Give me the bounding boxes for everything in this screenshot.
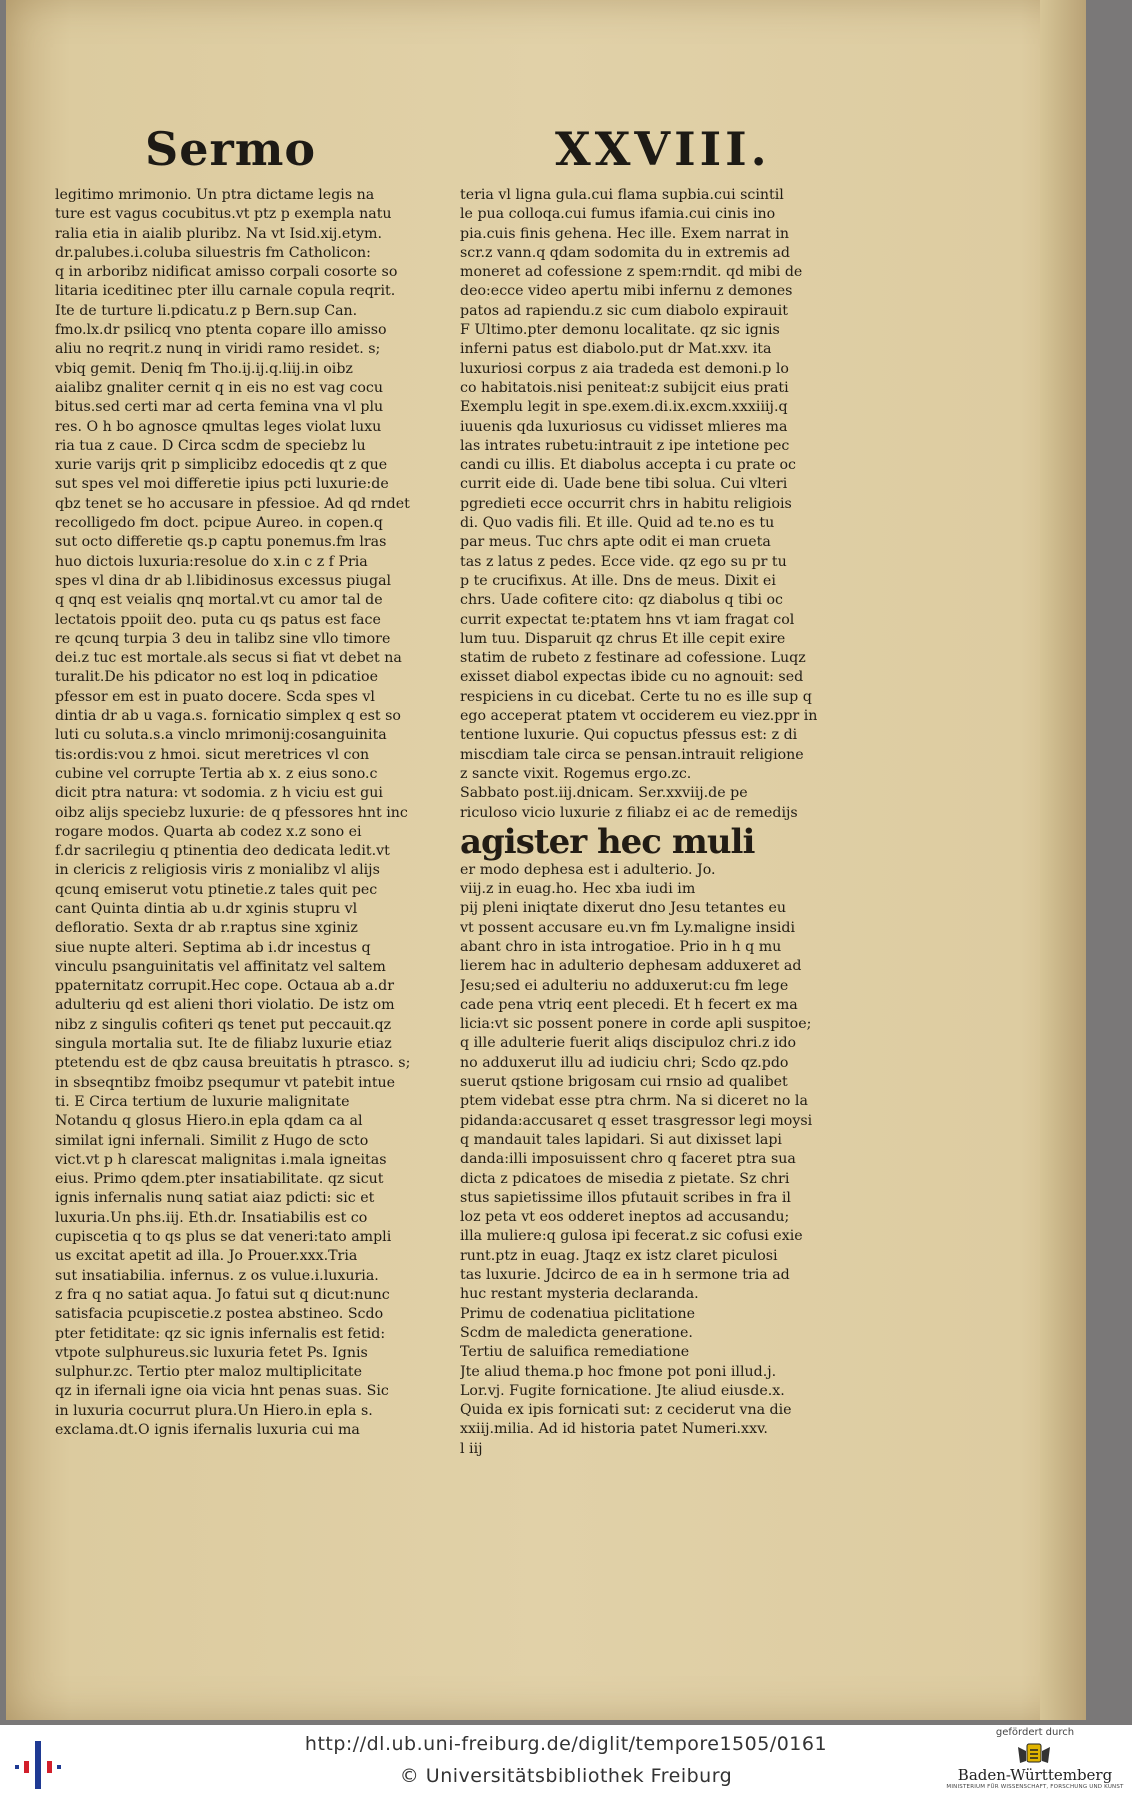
right-column-line: luxuriosi corpus z aia tradeda est demoni.p lo: [460, 360, 789, 377]
left-column-line: sut spes vel moi differetie ipius pcti luxurie:de: [55, 476, 389, 493]
left-text-column: [55, 186, 427, 1440]
left-column-line: bitus.sed certi mar ad certa femina vna vl plu: [55, 399, 384, 416]
right-column-line: abant chro in ista introgatioe. Prio in h q mu: [460, 938, 782, 955]
right-column-line: ego acceperat ptatem vt occiderem eu viez.ppr in: [460, 708, 818, 725]
left-column-line: legitimo mrimonio. Un ptra dictame legis na: [55, 187, 375, 203]
left-column-line: vbiq gemit. Deniq fm Tho.ij.ij.q.liij.in oibz: [55, 360, 353, 377]
page-edge: [1040, 0, 1086, 1720]
left-column-line: in clericis z religiosis viris z monialibz vl alijs: [55, 862, 380, 879]
left-column-line: tis:ordis:vou z hmoi. sicut meretrices vl con: [55, 746, 370, 763]
left-column-line: luxuria.Un phs.iij. Eth.dr. Insatiabilis est co: [55, 1209, 368, 1226]
right-column-line: Lor.vj. Fugite fornicatione. Jte aliud eiusde.x.: [460, 1382, 785, 1399]
right-column-line: pidanda:accusaret q esset trasgressor legi moysi: [460, 1112, 813, 1129]
left-column-line: litaria iceditinec pter illu carnale copula reqrit.: [55, 283, 396, 300]
running-header-left: Sermo: [145, 122, 317, 176]
sponsor-caption: gefördert durch: [995, 1727, 1075, 1738]
left-column-line: vtpote sulphureus.sic luxuria fetet Ps. Ignis: [55, 1344, 368, 1361]
right-column-line: teria vl ligna gula.cui flama supbia.cui scintil: [460, 187, 784, 203]
left-column-line: satisfacia pcupiscetie.z postea abstineo. Scdo: [55, 1306, 384, 1323]
right-column-line: candi cu illis. Et diabolus accepta i cu prate oc: [460, 457, 797, 474]
left-column-line: q qnq est veialis qnq mortal.vt cu amor tal de: [55, 592, 383, 609]
left-column-line: exclama.dt.O ignis ifernalis luxuria cui ma: [55, 1422, 360, 1438]
right-column-line: iuuenis qda luxuriosus cu vidisset mlieres ma: [460, 418, 788, 435]
right-column-line: danda:illi imposuissent chro q faceret ptra sua: [460, 1151, 796, 1168]
right-column-line: scr.z vann.q qdam sodomita du in extremis ad: [460, 244, 790, 261]
right-column-line: q ille adulterie fuerit aliqs discipuloz chri.z ido: [460, 1035, 797, 1052]
right-column-line: currit expectat te:ptatem hns vt iam fragat col: [460, 611, 795, 628]
left-column-line: luti cu soluta.s.a vinclo mrimonij:cosanguinita: [55, 727, 387, 744]
left-column-line: dr.palubes.i.coluba siluestris fm Catholicon:: [55, 244, 371, 261]
left-column-line: cant Quinta dintia ab u.dr xginis stupru vl: [55, 900, 358, 917]
sponsor-ministry: MINISTERIUM FÜR WISSENSCHAFT, FORSCHUNG UND KUNST: [946, 1784, 1124, 1790]
right-column-line: respiciens in cu dicebat. Certe tu no es ille sup q: [460, 688, 812, 705]
left-column-line: dei.z tuc est mortale.als secus si fiat vt debet na: [55, 650, 402, 667]
right-column-line: lum tuu. Disparuit qz chrus Et ille cepit exire: [460, 630, 786, 647]
right-column-line: Jte aliud thema.p hoc fmone pot poni illud.j.: [460, 1363, 777, 1380]
right-column-line: las intrates rubetu:intrauit z ipe intetione pec: [460, 437, 790, 454]
right-column-line: F Ultimo.pter demonu localitate. qz sic ignis: [460, 322, 780, 339]
left-column-line: rogare modos. Quarta ab codez x.z sono ei: [55, 823, 362, 840]
right-column-line: runt.ptz in euag. Jtaqz ex istz claret piculosi: [460, 1247, 778, 1264]
right-column-line: cade pena vtriq eent plecedi. Et h fecert ex ma: [460, 996, 798, 1013]
right-text-column: [460, 186, 840, 1459]
right-column-line: co habitatois.nisi peniteat:z subijcit eius prati: [460, 379, 789, 396]
right-column-line: huc restant mysteria declaranda.: [460, 1286, 699, 1303]
left-column-line: siue nupte alteri. Septima ab i.dr incestus q: [55, 939, 371, 956]
permalink-url[interactable]: http://dl.ub.uni-freiburg.de/diglit/tempore1505/0161: [304, 1733, 828, 1755]
right-column-line: Tertiu de saluifica remediatione: [460, 1344, 690, 1361]
left-column-line: vinculu psanguinitatis vel affinitatz vel saltem: [55, 958, 386, 975]
left-column-line: similat igni infernali. Similit z Hugo de scto: [55, 1132, 369, 1149]
right-column-line: riculoso vicio luxurie z filiabz ei ac de remedijs: [460, 804, 798, 821]
right-column-line: Jesu;sed ei adulteriu no adduxerut:cu fm lege: [460, 977, 789, 994]
right-column-line: statim de rubeto z festinare ad cofessione. Luqz: [460, 650, 806, 667]
left-column-line: defloratio. Sexta dr ab r.raptus sine xginiz: [55, 920, 358, 937]
sponsor-name: Baden-Württemberg: [957, 1766, 1113, 1784]
right-column-line: licia:vt sic possent ponere in corde apli suspitoe;: [460, 1016, 812, 1033]
left-column-line: turalit.De his pdicator no est loq in pdicatioe: [55, 669, 378, 686]
right-column-line: agister hec muli: [460, 822, 755, 861]
right-column-line: di. Quo vadis fili. Et ille. Quid ad te.no es tu: [460, 515, 775, 532]
left-column-line: singula mortalia sut. Ite de filiabz luxurie etiaz: [55, 1036, 392, 1053]
left-column-line: ria tua z caue. D Circa scdm de speciebz lu: [55, 437, 366, 454]
right-column-line: le pua colloqa.cui fumus ifamia.cui cinis ino: [460, 206, 776, 223]
right-column-line: tas luxurie. Jdcirco de ea in h sermone tria ad: [460, 1267, 790, 1284]
right-column-line: z sancte vixit. Rogemus ergo.zc.: [460, 765, 692, 782]
right-column-line: p te crucifixus. At ille. Dns de meus. Dixit ei: [460, 572, 776, 589]
left-column-line: ture est vagus cocubitus.vt ptz p exempla natu: [55, 206, 392, 223]
left-column-line: sut octo differetie qs.p captu ponemus.fm lras: [55, 534, 387, 551]
running-header-right: XXVIII.: [555, 122, 771, 176]
right-column-line: no adduxerut illu ad iudiciu chri; Scdo qz.pdo: [460, 1054, 789, 1071]
left-column-line: cupiscetia q to qs plus se dat veneri:tato ampli: [55, 1229, 392, 1246]
right-column-line: deo:ecce video apertu mibi infernu z demones: [460, 283, 793, 300]
left-column-line: sut insatiabilia. infernus. z os vulue.i.luxuria.: [55, 1267, 379, 1284]
left-column-line: aialibz gnaliter cernit q in eis no est vag cocu: [55, 379, 383, 396]
left-column-line: ppaternitatz corrupit.Hec cope. Octaua ab a.dr: [55, 978, 394, 995]
right-column-line: patos ad rapiendu.z sic cum diabolo expirauit: [460, 302, 788, 319]
coat-of-arms-icon: [1016, 1741, 1052, 1767]
right-column-line: er modo dephesa est i adulterio. Jo.: [460, 861, 716, 878]
left-column-line: pter fetiditate: qz sic ignis infernalis est fetid:: [55, 1325, 386, 1342]
left-column-line: huo dictois luxuria:resolue do x.in c z f Pria: [55, 553, 368, 570]
left-column-line: res. O h bo agnosce qmultas leges violat luxu: [55, 418, 382, 435]
left-column-line: dintia dr ab u vaga.s. fornicatio simplex q est so: [55, 708, 401, 725]
right-column-line: inferni patus est diabolo.put dr Mat.xxv. ita: [460, 341, 772, 358]
left-column-line: pfessor em est in puato docere. Scda spes vl: [55, 688, 375, 705]
right-column-line: vt possent accusare eu.vn fm Ly.maligne insidi: [460, 919, 796, 936]
right-column-line: pij pleni iniqtate dixerut dno Jesu tetantes eu: [460, 900, 787, 917]
left-column-line: adulteriu qd est alieni thori violatio. De istz om: [55, 997, 395, 1014]
right-column-line: chrs. Uade cofitere cito: qz diabolus q tibi oc: [460, 592, 784, 609]
left-column-line: Notandu q glosus Hiero.in epla qdam ca al: [55, 1113, 363, 1130]
right-column-line: stus sapietissime illos pfutauit scribes in fra il: [460, 1189, 791, 1206]
left-column-line: in sbseqntibz fmoibz psequmur vt patebit intue: [55, 1074, 396, 1091]
left-column-line: qz in ifernali igne oia vicia hnt penas suas. Sic: [55, 1383, 389, 1400]
right-column-line: Exemplu legit in spe.exem.di.ix.excm.xxxiiij.q: [460, 399, 788, 416]
left-column-line: eius. Primo qdem.pter insatiabilitate. qz sicut: [55, 1171, 384, 1188]
left-column-line: us excitat apetit ad illa. Jo Prouer.xxx.Tria: [55, 1248, 358, 1265]
right-column-line: Sabbato post.iij.dnicam. Ser.xxviij.de pe: [460, 785, 748, 802]
copyright-notice: © Universitätsbibliothek Freiburg: [399, 1765, 733, 1787]
left-column-line: sulphur.zc. Tertio pter maloz multiplicitate: [55, 1364, 363, 1381]
left-column-line: in luxuria cocurrut plura.Un Hiero.in epla s.: [55, 1402, 373, 1419]
left-column-line: ralia etia in aialib pluribz. Na vt Isid.xij.etym.: [55, 225, 382, 242]
left-column-line: spes vl dina dr ab l.libidinosus excessus piugal: [55, 572, 392, 589]
right-column-line: currit eide di. Uade bene tibi solua. Cui vlteri: [460, 476, 788, 493]
left-column-line: lectatois ppoiit deo. puta cu qs patus est face: [55, 611, 381, 628]
left-column-line: fmo.lx.dr psilicq vno ptenta copare illo amisso: [55, 322, 387, 339]
left-column-line: z fra q no satiat aqua. Jo fatui sut q dicut:nunc: [55, 1286, 390, 1303]
right-column-line: viij.z in euag.ho. Hec xba iudi im: [460, 881, 696, 898]
left-column-line: xurie varijs qrit p simplicibz edocedis qt z que: [55, 457, 388, 474]
left-column-line: oibz alijs speciebz luxurie: de q pfessores hnt inc: [55, 804, 408, 821]
left-column-line: q in arboribz nidificat amisso corpali cosorte so: [55, 264, 398, 281]
left-column-line: ptetendu est de qbz causa breuitatis h ptrasco. s;: [55, 1055, 411, 1072]
right-column-line: dicta z pdicatoes de misedia z pietate. Sz chri: [460, 1170, 790, 1187]
right-column-line: q mandauit tales lapidari. Si aut dixisset lapi: [460, 1131, 782, 1148]
right-column-line: Quida ex ipis fornicati sut: z ceciderut vna die: [460, 1402, 792, 1419]
left-column-line: vict.vt p h clarescat malignitas i.mala igneitas: [55, 1151, 387, 1168]
left-column-line: dicit ptra natura: vt sodomia. z h viciu est gui: [55, 785, 383, 802]
right-column-line: Primu de codenatiua piclitatione: [460, 1305, 695, 1322]
right-column-line: tentione luxurie. Qui copuctus pfessus est: z di: [460, 727, 798, 744]
left-column-line: ignis infernalis nunq satiat aiaz pdicti: sic et: [55, 1190, 375, 1207]
right-column-line: ptem videbat esse ptra chrm. Na si diceret no la: [460, 1093, 808, 1110]
right-column-line: par meus. Tuc chrs apte odit ei man crueta: [460, 534, 771, 551]
right-column-line: lierem hac in adulterio dephesam adduxeret ad: [460, 958, 802, 975]
right-column-line: illa muliere:q gulosa ipi fecerat.z sic cofusi exie: [460, 1228, 803, 1245]
right-column-line: pia.cuis finis gehena. Hec ille. Exem narrat in: [460, 225, 790, 242]
right-column-line: loz peta vt eos odderet ineptos ad accusandu;: [460, 1209, 790, 1226]
left-column-line: aliu no reqrit.z nunq in viridi ramo residet. s;: [55, 341, 381, 358]
right-column-line: suerut qstione brigosam cui rnsio ad qualibet: [460, 1074, 788, 1091]
left-column-line: recolligedo fm doct. pcipue Aureo. in copen.q: [55, 515, 383, 532]
left-column-line: ti. E Circa tertium de luxurie malignitate: [55, 1093, 350, 1110]
left-column-line: Ite de turture li.pdicatu.z p Bern.sup Can.: [55, 302, 358, 319]
right-column-line: miscdiam tale circa se pensan.intrauit religione: [460, 746, 804, 763]
right-column-line: Scdm de maledicta generatione.: [460, 1324, 693, 1341]
right-column-line: exisset diabol expectas ibide cu no agnouit: sed: [460, 669, 804, 686]
left-column-line: re qcunq turpia 3 deu in talibz sine vllo timore: [55, 630, 391, 647]
right-column-line: pgredieti ecce occurrit chrs in habitu religiois: [460, 495, 792, 512]
left-column-line: cubine vel corrupte Tertia ab x. z eius sono.c: [55, 765, 378, 782]
left-column-line: nibz z singulis cofiteri qs tenet put peccauit.qz: [55, 1016, 392, 1033]
right-column-line: tas z latus z pedes. Ecce vide. qz ego su pr tu: [460, 553, 787, 570]
right-column-line: moneret ad cofessione z spem:rndit. qd mibi de: [460, 264, 803, 281]
left-column-line: qbz tenet se ho accusare in pfessioe. Ad qd rndet: [55, 495, 410, 512]
left-column-line: f.dr sacrilegiu q ptinentia deo dedicata ledit.vt: [55, 843, 390, 860]
right-column-line: l iij: [460, 1440, 483, 1457]
left-column-line: qcunq emiserut votu ptinetie.z tales quit pec: [55, 881, 378, 898]
sponsor-block: [940, 1727, 1130, 1803]
right-column-line: xxiij.milia. Ad id historia patet Numeri.xxv.: [460, 1421, 768, 1438]
